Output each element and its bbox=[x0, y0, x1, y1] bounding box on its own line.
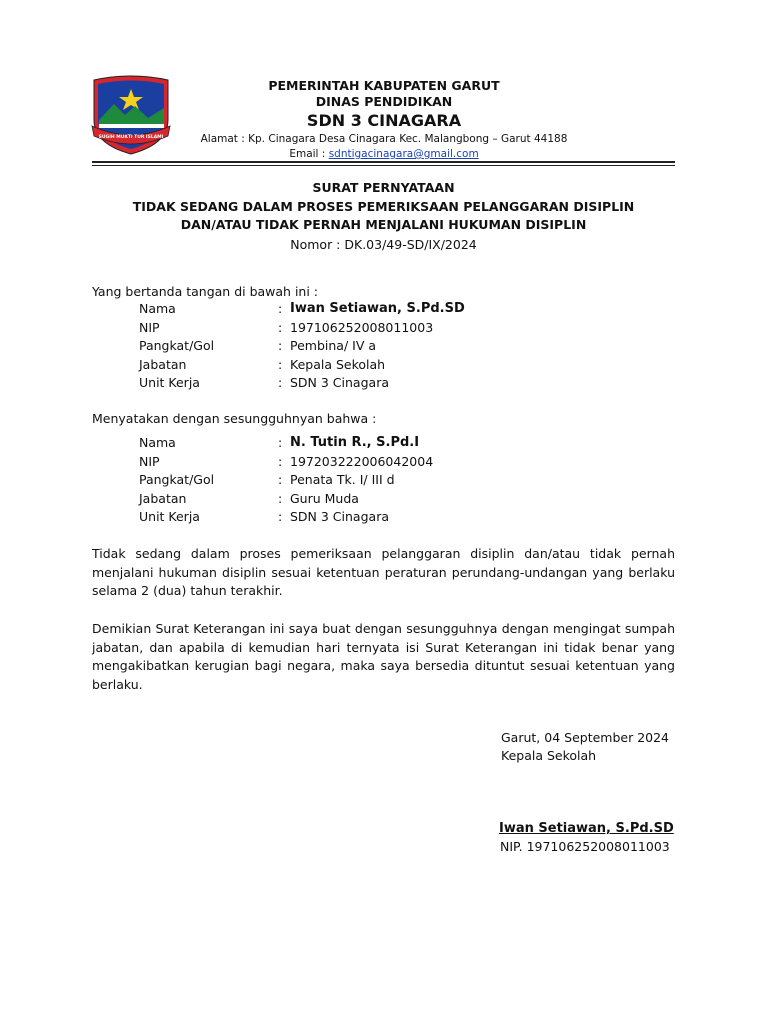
row-label: NIP bbox=[139, 453, 160, 469]
subject-rank-value: Penata Tk. I/ III d bbox=[290, 472, 395, 487]
signer-rank-value: Pembina/ IV a bbox=[290, 338, 377, 353]
closing-line-1: Demikian Surat Keterangan ini saya buat dengan sesungguhnya dengan mengingat sumpah bbox=[92, 621, 675, 636]
signer-details bbox=[139, 300, 659, 393]
row-label: Jabatan bbox=[139, 490, 187, 506]
closing-line-2: jabatan, dan apabila di kemudian hari ternyata isi Surat Keterangan ini tidak benar yang bbox=[92, 639, 675, 655]
closing-line-4: berlaku. bbox=[92, 676, 143, 692]
subject-row-rank bbox=[139, 471, 659, 490]
row-colon: : bbox=[278, 319, 283, 335]
subject-row-name bbox=[139, 434, 659, 453]
statement-line-1: Tidak sedang dalam proses pemeriksaan pelanggaran disiplin dan/atau tidak pernah bbox=[92, 546, 675, 561]
school-name: SDN 3 CINAGARA bbox=[306, 111, 462, 130]
letterhead-rule-thin bbox=[92, 165, 675, 166]
row-label: NIP bbox=[139, 319, 160, 335]
row-colon: : bbox=[278, 472, 283, 487]
row-label: Pangkat/Gol bbox=[139, 472, 215, 487]
signer-row-name bbox=[139, 300, 659, 319]
row-label: Unit Kerja bbox=[139, 375, 200, 390]
department-name: DINAS PENDIDIKAN bbox=[315, 94, 453, 109]
letterhead bbox=[180, 78, 588, 162]
row-colon: : bbox=[278, 453, 283, 469]
row-colon: : bbox=[278, 375, 283, 390]
signature-place-date: Garut, 04 September 2024 bbox=[501, 730, 670, 745]
title-line-2: TIDAK SEDANG DALAM PROSES PEMERIKSAAN PELANGGARAN DISIPLIN bbox=[132, 198, 635, 214]
row-label: Nama bbox=[139, 435, 176, 450]
row-colon: : bbox=[278, 509, 283, 524]
row-label: Unit Kerja bbox=[139, 509, 200, 524]
email-line bbox=[180, 147, 588, 162]
subject-row-position bbox=[139, 490, 659, 509]
row-colon: : bbox=[278, 356, 283, 372]
signer-row-rank bbox=[139, 337, 659, 356]
subject-intro: Menyatakan dengan sesungguhnyan bahwa : bbox=[92, 411, 377, 426]
subject-row-nip bbox=[139, 453, 659, 472]
subject-position-value: Guru Muda bbox=[290, 490, 359, 506]
closing-paragraph bbox=[92, 620, 675, 694]
subject-name-value: N. Tutin R., S.Pd.I bbox=[290, 435, 420, 450]
signer-unit-value: SDN 3 Cinagara bbox=[290, 375, 389, 390]
subject-nip-value: 197203222006042004 bbox=[290, 453, 434, 469]
signer-nip-value: 197106252008011003 bbox=[290, 319, 434, 335]
signer-row-unit bbox=[139, 374, 659, 393]
subject-details bbox=[139, 434, 659, 527]
signer-position-value: Kepala Sekolah bbox=[290, 356, 386, 372]
letterhead-rule-thick bbox=[92, 161, 675, 163]
signer-name-value: Iwan Setiawan, S.Pd.SD bbox=[290, 301, 465, 316]
row-colon: : bbox=[278, 490, 283, 506]
statement-paragraph bbox=[92, 545, 675, 601]
email-link[interactable]: sdntigacinagara@gmail.com bbox=[328, 148, 479, 160]
closing-line-3: mengakibatkan kerugian bagi negara, maka saya bersedia dituntut sesuai ketentuan yang bbox=[92, 658, 675, 673]
row-colon: : bbox=[278, 338, 283, 353]
logo-motto: SUGIH MUKTI TUR ISLAMI bbox=[98, 135, 164, 140]
signer-row-position bbox=[139, 356, 659, 375]
subject-row-unit bbox=[139, 508, 659, 527]
statement-line-3: selama 2 (dua) tahun terakhir. bbox=[92, 583, 283, 598]
row-colon: : bbox=[278, 435, 283, 450]
signature-nip: NIP. 197106252008011003 bbox=[500, 839, 670, 854]
title-line-3: DAN/ATAU TIDAK PERNAH MENJALANI HUKUMAN DISIPLIN bbox=[180, 217, 587, 232]
document-title bbox=[92, 179, 675, 254]
signer-row-nip bbox=[139, 319, 659, 338]
signature-name: Iwan Setiawan, S.Pd.SD bbox=[499, 821, 674, 836]
school-address: Alamat : Kp. Cinagara Desa Cinagara Kec. Malangbong – Garut 44188 bbox=[200, 133, 568, 145]
statement-line-2: menjalani hukuman disiplin sesuai ketentuan peraturan perundang-undangan yang berlaku bbox=[92, 564, 675, 580]
document-number: Nomor : DK.03/49-SD/IX/2024 bbox=[290, 236, 477, 252]
row-label: Pangkat/Gol bbox=[139, 338, 215, 353]
signature-position: Kepala Sekolah bbox=[501, 748, 597, 763]
email-label: Email : bbox=[289, 148, 329, 160]
signer-intro: Yang bertanda tangan di bawah ini : bbox=[92, 284, 319, 299]
row-label: Nama bbox=[139, 301, 176, 316]
row-colon: : bbox=[278, 301, 283, 316]
subject-unit-value: SDN 3 Cinagara bbox=[290, 509, 389, 524]
title-line-1: SURAT PERNYATAAN bbox=[312, 180, 455, 195]
row-label: Jabatan bbox=[139, 356, 187, 372]
garut-regency-logo bbox=[88, 74, 174, 156]
government-name: PEMERINTAH KABUPATEN GARUT bbox=[268, 78, 500, 93]
